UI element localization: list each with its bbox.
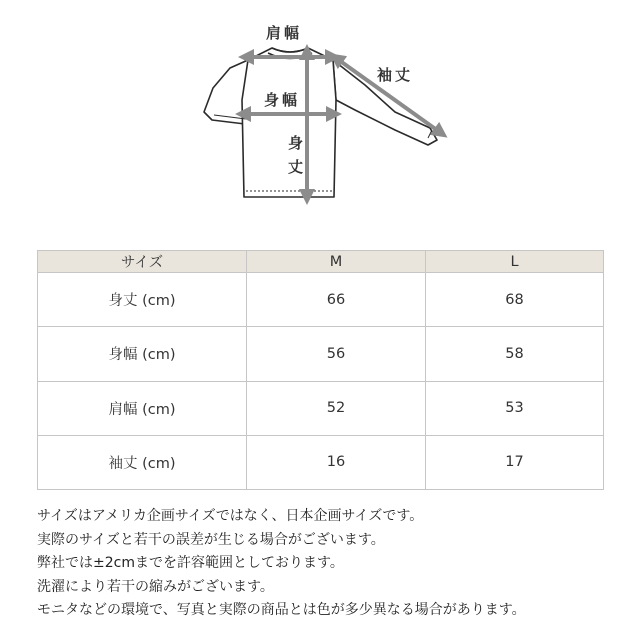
value-cell: 66 — [247, 273, 426, 327]
value-cell: 68 — [426, 273, 604, 327]
size-table — [37, 250, 604, 490]
note-line: 弊社では±2cmまでを許容範囲としております。 — [37, 555, 344, 571]
note-line: モニタなどの環境で、写真と実際の商品とは色が多少異なる場合があります。 — [37, 602, 526, 618]
note-line: 洗濯により若干の縮みがございます。 — [37, 578, 274, 595]
header-cell-size: サイズ — [38, 251, 247, 273]
body-length-label-top: 身 — [288, 134, 304, 152]
value-cell: 17 — [426, 435, 604, 489]
row-label-sleeve-length: 袖丈 (cm) — [38, 435, 247, 489]
garment-measurement-diagram — [0, 0, 640, 240]
value-cell: 53 — [426, 381, 604, 435]
table-row — [38, 273, 604, 327]
size-notes — [37, 505, 627, 623]
table-row — [38, 381, 604, 435]
row-label-body-width: 身幅 (cm) — [38, 327, 247, 381]
row-label-shoulder-width: 肩幅 (cm) — [38, 381, 247, 435]
sleeve-length-label: 袖丈 — [377, 66, 414, 84]
table-row — [38, 435, 604, 489]
shoulder-width-label: 肩幅 — [266, 24, 303, 42]
body-length-label-bottom: 丈 — [288, 158, 304, 176]
header-cell-l: L — [426, 251, 604, 273]
note-line: サイズはアメリカ企画サイズではなく、日本企画サイズです。 — [37, 508, 424, 524]
value-cell: 16 — [247, 435, 426, 489]
header-cell-m: M — [247, 251, 426, 273]
value-cell: 58 — [426, 327, 604, 381]
note-line: 実際のサイズと若干の誤差が生じる場合がございます。 — [37, 531, 385, 548]
table-header-row — [38, 251, 604, 273]
row-label-body-length: 身丈 (cm) — [38, 273, 247, 327]
value-cell: 52 — [247, 381, 426, 435]
value-cell: 56 — [247, 327, 426, 381]
body-width-label: 身幅 — [264, 91, 301, 109]
table-row — [38, 327, 604, 381]
